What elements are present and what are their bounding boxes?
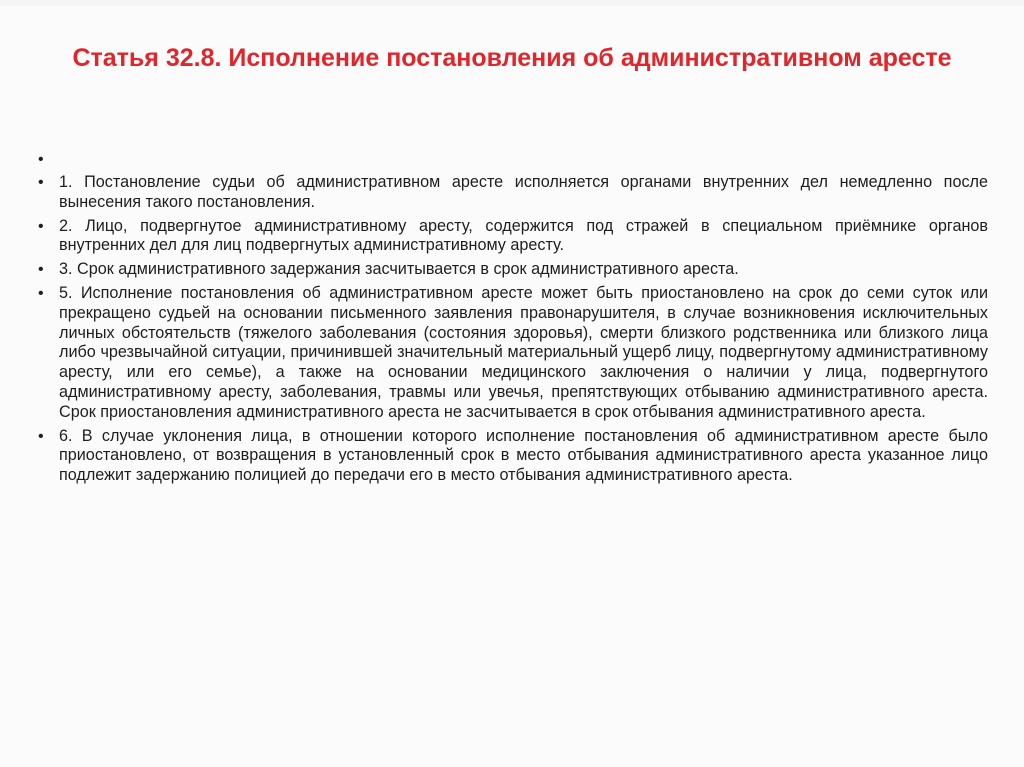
bullet-icon: •	[38, 151, 44, 168]
list-item-text: 3. Срок административного задержания засчитывается в срок административного ареста.	[59, 260, 739, 279]
bullet-list	[38, 150, 988, 490]
list-item-3	[38, 260, 988, 280]
list-item-5	[38, 284, 988, 423]
list-item-text: 6. В случае уклонения лица, в отношении которого исполнение постановления об административном аресте было приостановлено, от возвращения в установленный срок в место отбывания административного ареста указанное лицо подлежит задержанию полицией до передачи его в место отбывания административного ареста.	[59, 426, 988, 485]
list-item-2	[38, 217, 988, 257]
list-item-6	[38, 427, 988, 486]
list-item-text: 1. Постановление судьи об административном аресте исполняется органами внутренних дел немедленно после вынесения такого постановления.	[59, 173, 988, 211]
bullet-icon: •	[38, 261, 44, 279]
bullet-icon: •	[38, 284, 44, 302]
slide-title: Статья 32.8. Исполнение постановления об административном аресте	[72, 44, 952, 72]
list-item-text: 5. Исполнение постановления об административном аресте может быть приостановлено на срок до семи суток или прекращено судьей на основании письменного заявления правонарушителя, в случае возникновения исключительных личных обстоятельств (тяжелого заболевания (состояния здоровья), смерти близкого родственника или близкого лица либо чрезвычайной ситуации, причинившей значительный материальный ущерб лицу, подвергнутому административному аресту, или его семье), а также на основании медицинского заключения о наличии у лица, подвергнутого административному аресту, заболевания, травмы или увечья, препятствующих отбыванию административного ареста. Срок приостановления административного ареста не засчитывается в срок отбывания административного ареста.	[59, 283, 988, 421]
bullet-icon: •	[38, 217, 44, 235]
bullet-icon: •	[38, 427, 44, 445]
list-item-1	[38, 173, 988, 213]
slide-top-strip	[0, 0, 1024, 6]
list-item-empty	[38, 150, 988, 170]
list-item-text: 2. Лицо, подвергнутое административному аресту, содержится под стражей в специальном приёмнике органов внутренних дел для лиц подвергнутых административному аресту.	[59, 216, 988, 255]
bullet-icon: •	[38, 174, 44, 191]
